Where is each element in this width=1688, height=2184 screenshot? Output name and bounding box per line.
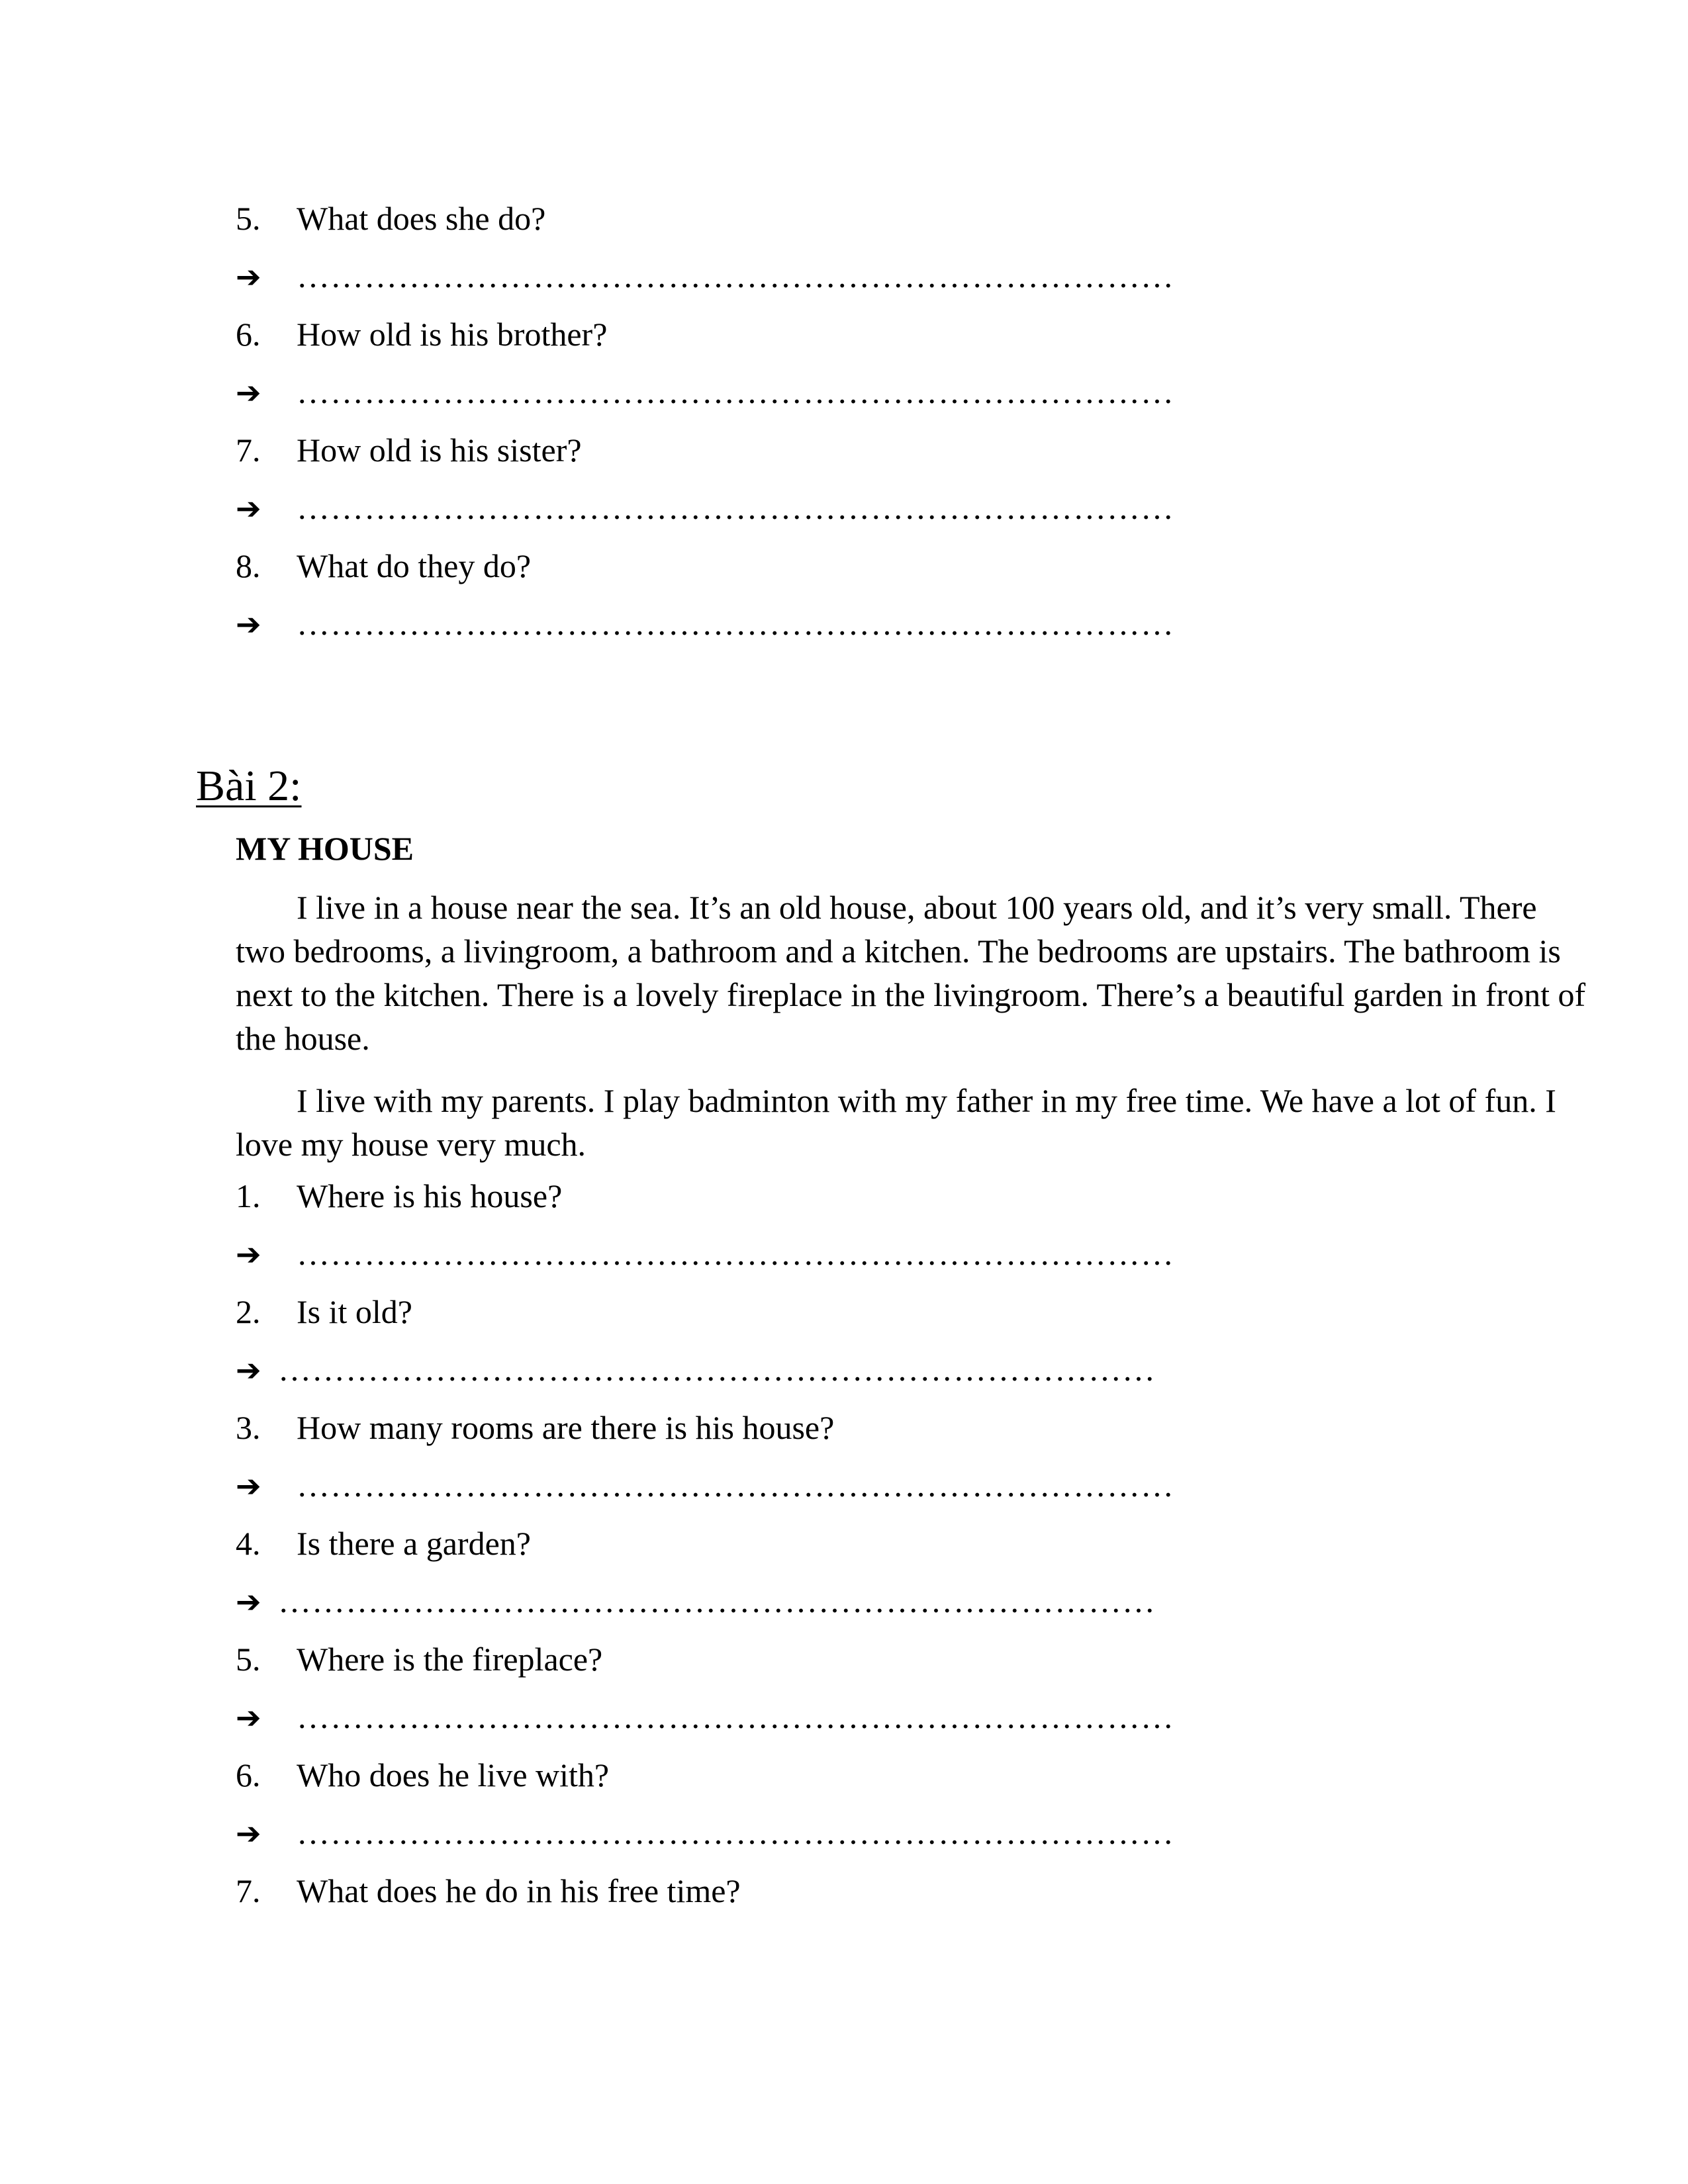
- arrow-right-icon: ➔: [236, 490, 261, 526]
- answer-line[interactable]: [236, 256, 1174, 296]
- answer-line[interactable]: [236, 1813, 1174, 1853]
- arrow-right-icon: ➔: [236, 1815, 261, 1851]
- arrow-right-icon: ➔: [236, 1584, 261, 1619]
- question-item: [236, 1176, 562, 1216]
- question-number: 6.: [236, 316, 261, 353]
- answer-blank[interactable]: ……………………………………………………………………: [297, 1467, 1174, 1504]
- question-number: 1.: [236, 1177, 261, 1214]
- answer-blank[interactable]: ……………………………………………………………………: [297, 1698, 1174, 1735]
- reading-paragraph: I live in a house near the sea. It’s an old house, about 100 years old, and it’s very small. There two bedrooms, a livingroom, a bathroom and a kitchen. The bedrooms are upstairs. The bathroom is next to the kitchen. There is a lovely fireplace in the livingroom. There’s a beautiful garden in front of the house.: [236, 889, 1586, 1057]
- question-text: Where is the fireplace?: [297, 1641, 603, 1678]
- answer-line[interactable]: [236, 1581, 1156, 1621]
- question-text: Who does he live with?: [297, 1756, 610, 1794]
- reading-title: MY HOUSE: [236, 830, 414, 867]
- answer-blank[interactable]: ……………………………………………………………………: [278, 1351, 1156, 1388]
- answer-blank[interactable]: ……………………………………………………………………: [297, 489, 1174, 526]
- answer-blank[interactable]: ……………………………………………………………………: [297, 257, 1174, 295]
- question-item: [236, 314, 607, 354]
- arrow-right-icon: ➔: [236, 375, 261, 410]
- answer-line[interactable]: [236, 488, 1174, 528]
- arrow-right-icon: ➔: [236, 1468, 261, 1504]
- question-text: How old is his sister?: [297, 432, 582, 469]
- question-text: What does he do in his free time?: [297, 1872, 741, 1909]
- question-text: What do they do?: [297, 547, 532, 584]
- question-text: Is there a garden?: [297, 1525, 531, 1562]
- reading-paragraph: I live with my parents. I play badminton with my father in my free time. We have a lot of fun. I love my house very much.: [236, 1082, 1556, 1163]
- arrow-right-icon: ➔: [236, 259, 261, 295]
- answer-blank[interactable]: ……………………………………………………………………: [297, 1235, 1174, 1272]
- question-number: 7.: [236, 432, 261, 469]
- question-item: [236, 1408, 834, 1447]
- question-number: 2.: [236, 1293, 261, 1330]
- question-number: 6.: [236, 1756, 261, 1794]
- question-item: [236, 1292, 412, 1332]
- question-item: [236, 1639, 602, 1679]
- question-item: [236, 546, 531, 586]
- answer-line[interactable]: [236, 1465, 1174, 1506]
- arrow-right-icon: ➔: [236, 1352, 261, 1388]
- answer-blank[interactable]: ……………………………………………………………………: [297, 1814, 1174, 1851]
- answer-line[interactable]: [236, 1349, 1156, 1390]
- answer-blank[interactable]: ……………………………………………………………………: [297, 373, 1174, 410]
- question-number: 7.: [236, 1872, 261, 1909]
- question-number: 3.: [236, 1409, 261, 1446]
- arrow-right-icon: ➔: [236, 1236, 261, 1272]
- answer-line[interactable]: [236, 372, 1174, 412]
- question-text: How many rooms are there is his house?: [297, 1409, 835, 1446]
- question-number: 5.: [236, 200, 261, 237]
- answer-line[interactable]: [236, 1234, 1174, 1274]
- question-text: How old is his brother?: [297, 316, 608, 353]
- question-item: [236, 430, 582, 470]
- answer-line[interactable]: [236, 1697, 1174, 1737]
- question-number: 4.: [236, 1525, 261, 1562]
- section-heading: Bài 2:: [196, 762, 302, 810]
- question-item: [236, 199, 545, 238]
- arrow-right-icon: ➔: [236, 1700, 261, 1735]
- question-text: Is it old?: [297, 1293, 412, 1330]
- question-item: [236, 1755, 609, 1795]
- answer-line[interactable]: [236, 604, 1174, 644]
- answer-blank[interactable]: ……………………………………………………………………: [297, 605, 1174, 642]
- question-text: Where is his house?: [297, 1177, 563, 1214]
- arrow-right-icon: ➔: [236, 606, 261, 642]
- question-text: What does she do?: [297, 200, 546, 237]
- question-item: [236, 1871, 741, 1911]
- question-number: 8.: [236, 547, 261, 584]
- question-item: [236, 1524, 531, 1563]
- question-number: 5.: [236, 1641, 261, 1678]
- answer-blank[interactable]: ……………………………………………………………………: [278, 1582, 1156, 1619]
